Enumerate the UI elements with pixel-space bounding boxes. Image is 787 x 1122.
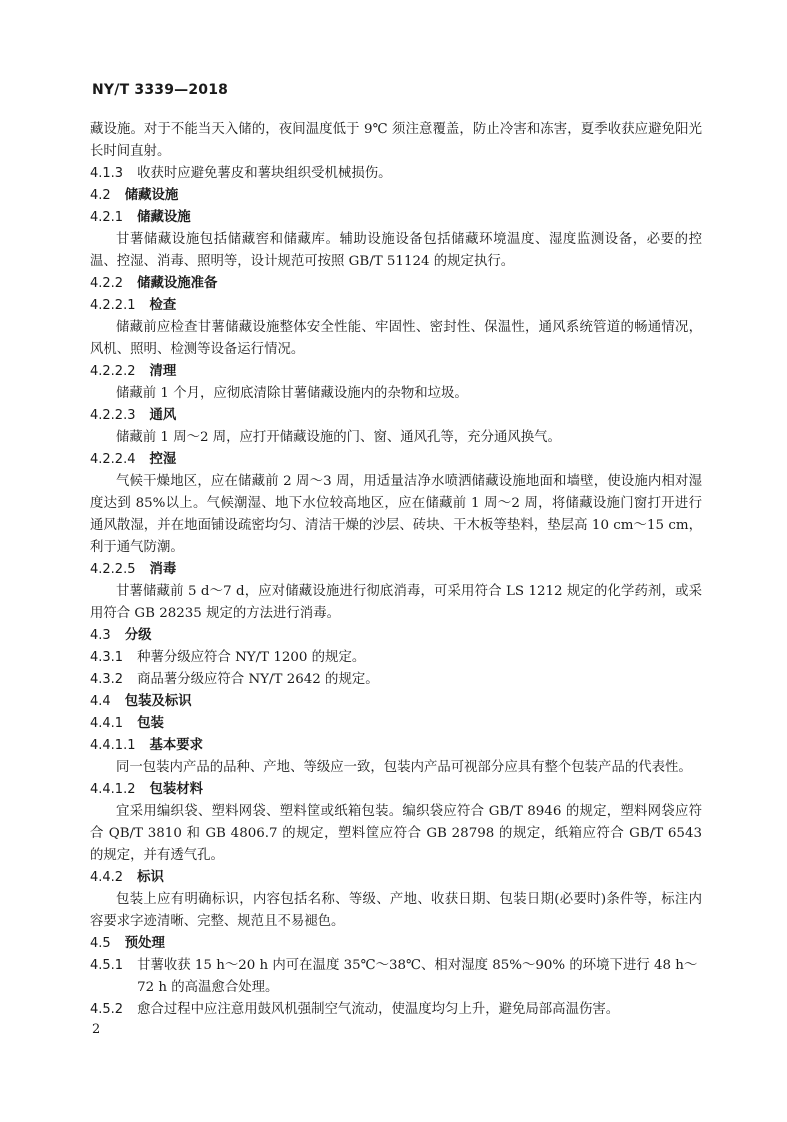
document-body [90,119,702,1021]
clause-text: 种薯分级应符合 NY/T 1200 的规定。 [137,650,366,665]
numbered-clause [90,647,702,669]
clause-number: 4.4.1.2 [90,782,136,797]
section-title: 基本要求 [149,738,204,753]
clause-number: 4.3.1 [90,650,124,665]
page-number: 2 [92,1022,101,1037]
section-title: 储藏设施 [124,188,179,203]
body-paragraph: 包装上应有明确标识，内容包括名称、等级、产地、收获日期、包装日期(必要时)条件等，标注内容要求字迹清晰、完整、规范且不易褪色。 [90,892,702,929]
clause-number: 4.2.2.2 [90,364,136,379]
numbered-clause [90,669,702,691]
section-title: 通风 [149,408,177,423]
clause-number: 4.2.2.3 [90,408,136,423]
clause-number: 4.2 [90,188,111,203]
clause-number: 4.2.1 [90,210,124,225]
clause-text: 商品薯分级应符合 NY/T 2642 的规定。 [137,672,379,687]
section-heading [90,691,702,713]
section-heading [90,207,702,229]
section-heading [90,405,702,427]
numbered-clause [90,955,702,999]
body-paragraph: 储藏前 1 个月，应彻底清除甘薯储藏设施内的杂物和垃圾。 [116,386,468,401]
section-heading [90,295,702,317]
section-heading [90,273,702,295]
section-title: 预处理 [124,936,165,951]
section-heading [90,713,702,735]
section-heading [90,779,702,801]
clause-text: 愈合过程中应注意用鼓风机强制空气流动，使温度均匀上升，避免局部高温伤害。 [137,1002,620,1017]
body-paragraph: 甘薯储藏前 5 d～7 d，应对储藏设施进行彻底消毒，可采用符合 LS 1212 规定的化学药剂，或采用符合 GB 28235 规定的方法进行消毒。 [90,584,702,621]
section-title: 储藏设施准备 [137,276,218,291]
clause-number: 4.3 [90,628,111,643]
document-header: NY/T 3339—2018 [92,82,229,98]
section-heading [90,185,702,207]
section-title: 包装材料 [149,782,204,797]
clause-number: 4.2.2.1 [90,298,136,313]
clause-number: 4.2.2.4 [90,452,136,467]
section-title: 标识 [137,870,164,885]
section-heading [90,559,702,581]
body-paragraph: 宜采用编织袋、塑料网袋、塑料筐或纸箱包装。编织袋应符合 GB/T 8946 的规定，塑料网袋应符合 QB/T 3810 和 GB 4806.7 的规定，塑料筐应符合 GB 28798 的规定，纸箱应符合 GB/T 6543 的规定，并有透气孔。 [90,804,702,863]
section-title: 包装及标识 [124,694,192,709]
clause-number: 4.1.3 [90,166,124,181]
body-paragraph: 气候干燥地区，应在储藏前 2 周～3 周，用适量洁净水喷洒储藏设施地面和墙壁，使设施内相对湿度达到 85%以上。气候潮湿、地下水位较高地区，应在储藏前 1 周～2 周，将储藏设施门窗打开进行通风散湿，并在地面铺设疏密均匀、清洁干燥的沙层、砖块、干木板等垫料，垫层高 10 cm～15 cm，利于通气防潮。 [90,474,702,555]
body-paragraph: 藏设施。对于不能当天入储的，夜间温度低于 9℃ 须注意覆盖，防止冷害和冻害，夏季收获应避免阳光长时间直射。 [90,122,702,159]
clause-number: 4.5 [90,936,111,951]
body-paragraph: 储藏前 1 周～2 周，应打开储藏设施的门、窗、通风孔等，充分通风换气。 [116,430,561,445]
clause-number: 4.5.2 [90,1002,124,1017]
numbered-clause [90,163,702,185]
section-title: 消毒 [149,562,177,577]
section-title: 储藏设施 [137,210,191,225]
section-heading [90,867,702,889]
clause-number: 4.4.1 [90,716,124,731]
clause-text: 甘薯收获 15 h～20 h 内可在温度 35℃～38℃、相对湿度 85%～90% 的环境下进行 48 h～72 h 的高温愈合处理。 [137,958,698,995]
clause-number: 4.4 [90,694,111,709]
section-title: 清理 [149,364,177,379]
body-paragraph: 储藏前应检查甘薯储藏设施整体安全性能、牢固性、密封性、保温性，通风系统管道的畅通情况，风机、照明、检测等设备运行情况。 [90,320,702,357]
clause-number: 4.2.2 [90,276,124,291]
section-title: 分级 [124,628,152,643]
clause-number: 4.4.2 [90,870,124,885]
section-heading [90,625,702,647]
body-paragraph: 甘薯储藏设施包括储藏窖和储藏库。辅助设施设备包括储藏环境温度、湿度监测设备，必要的控温、控湿、消毒、照明等，设计规范可按照 GB/T 51124 的规定执行。 [90,232,702,269]
section-heading [90,735,702,757]
section-heading [90,361,702,383]
clause-number: 4.2.2.5 [90,562,136,577]
section-title: 控湿 [149,452,177,467]
section-title: 检查 [149,298,177,313]
clause-text: 收获时应避免薯皮和薯块组织受机械损伤。 [137,166,392,181]
section-heading [90,933,702,955]
section-title: 包装 [137,716,164,731]
numbered-clause [90,999,702,1021]
body-paragraph: 同一包装内产品的品种、产地、等级应一致，包装内产品可视部分应具有整个包装产品的代表性。 [116,760,692,775]
clause-number: 4.3.2 [90,672,124,687]
section-heading [90,449,702,471]
clause-number: 4.4.1.1 [90,738,136,753]
clause-number: 4.5.1 [90,958,124,973]
